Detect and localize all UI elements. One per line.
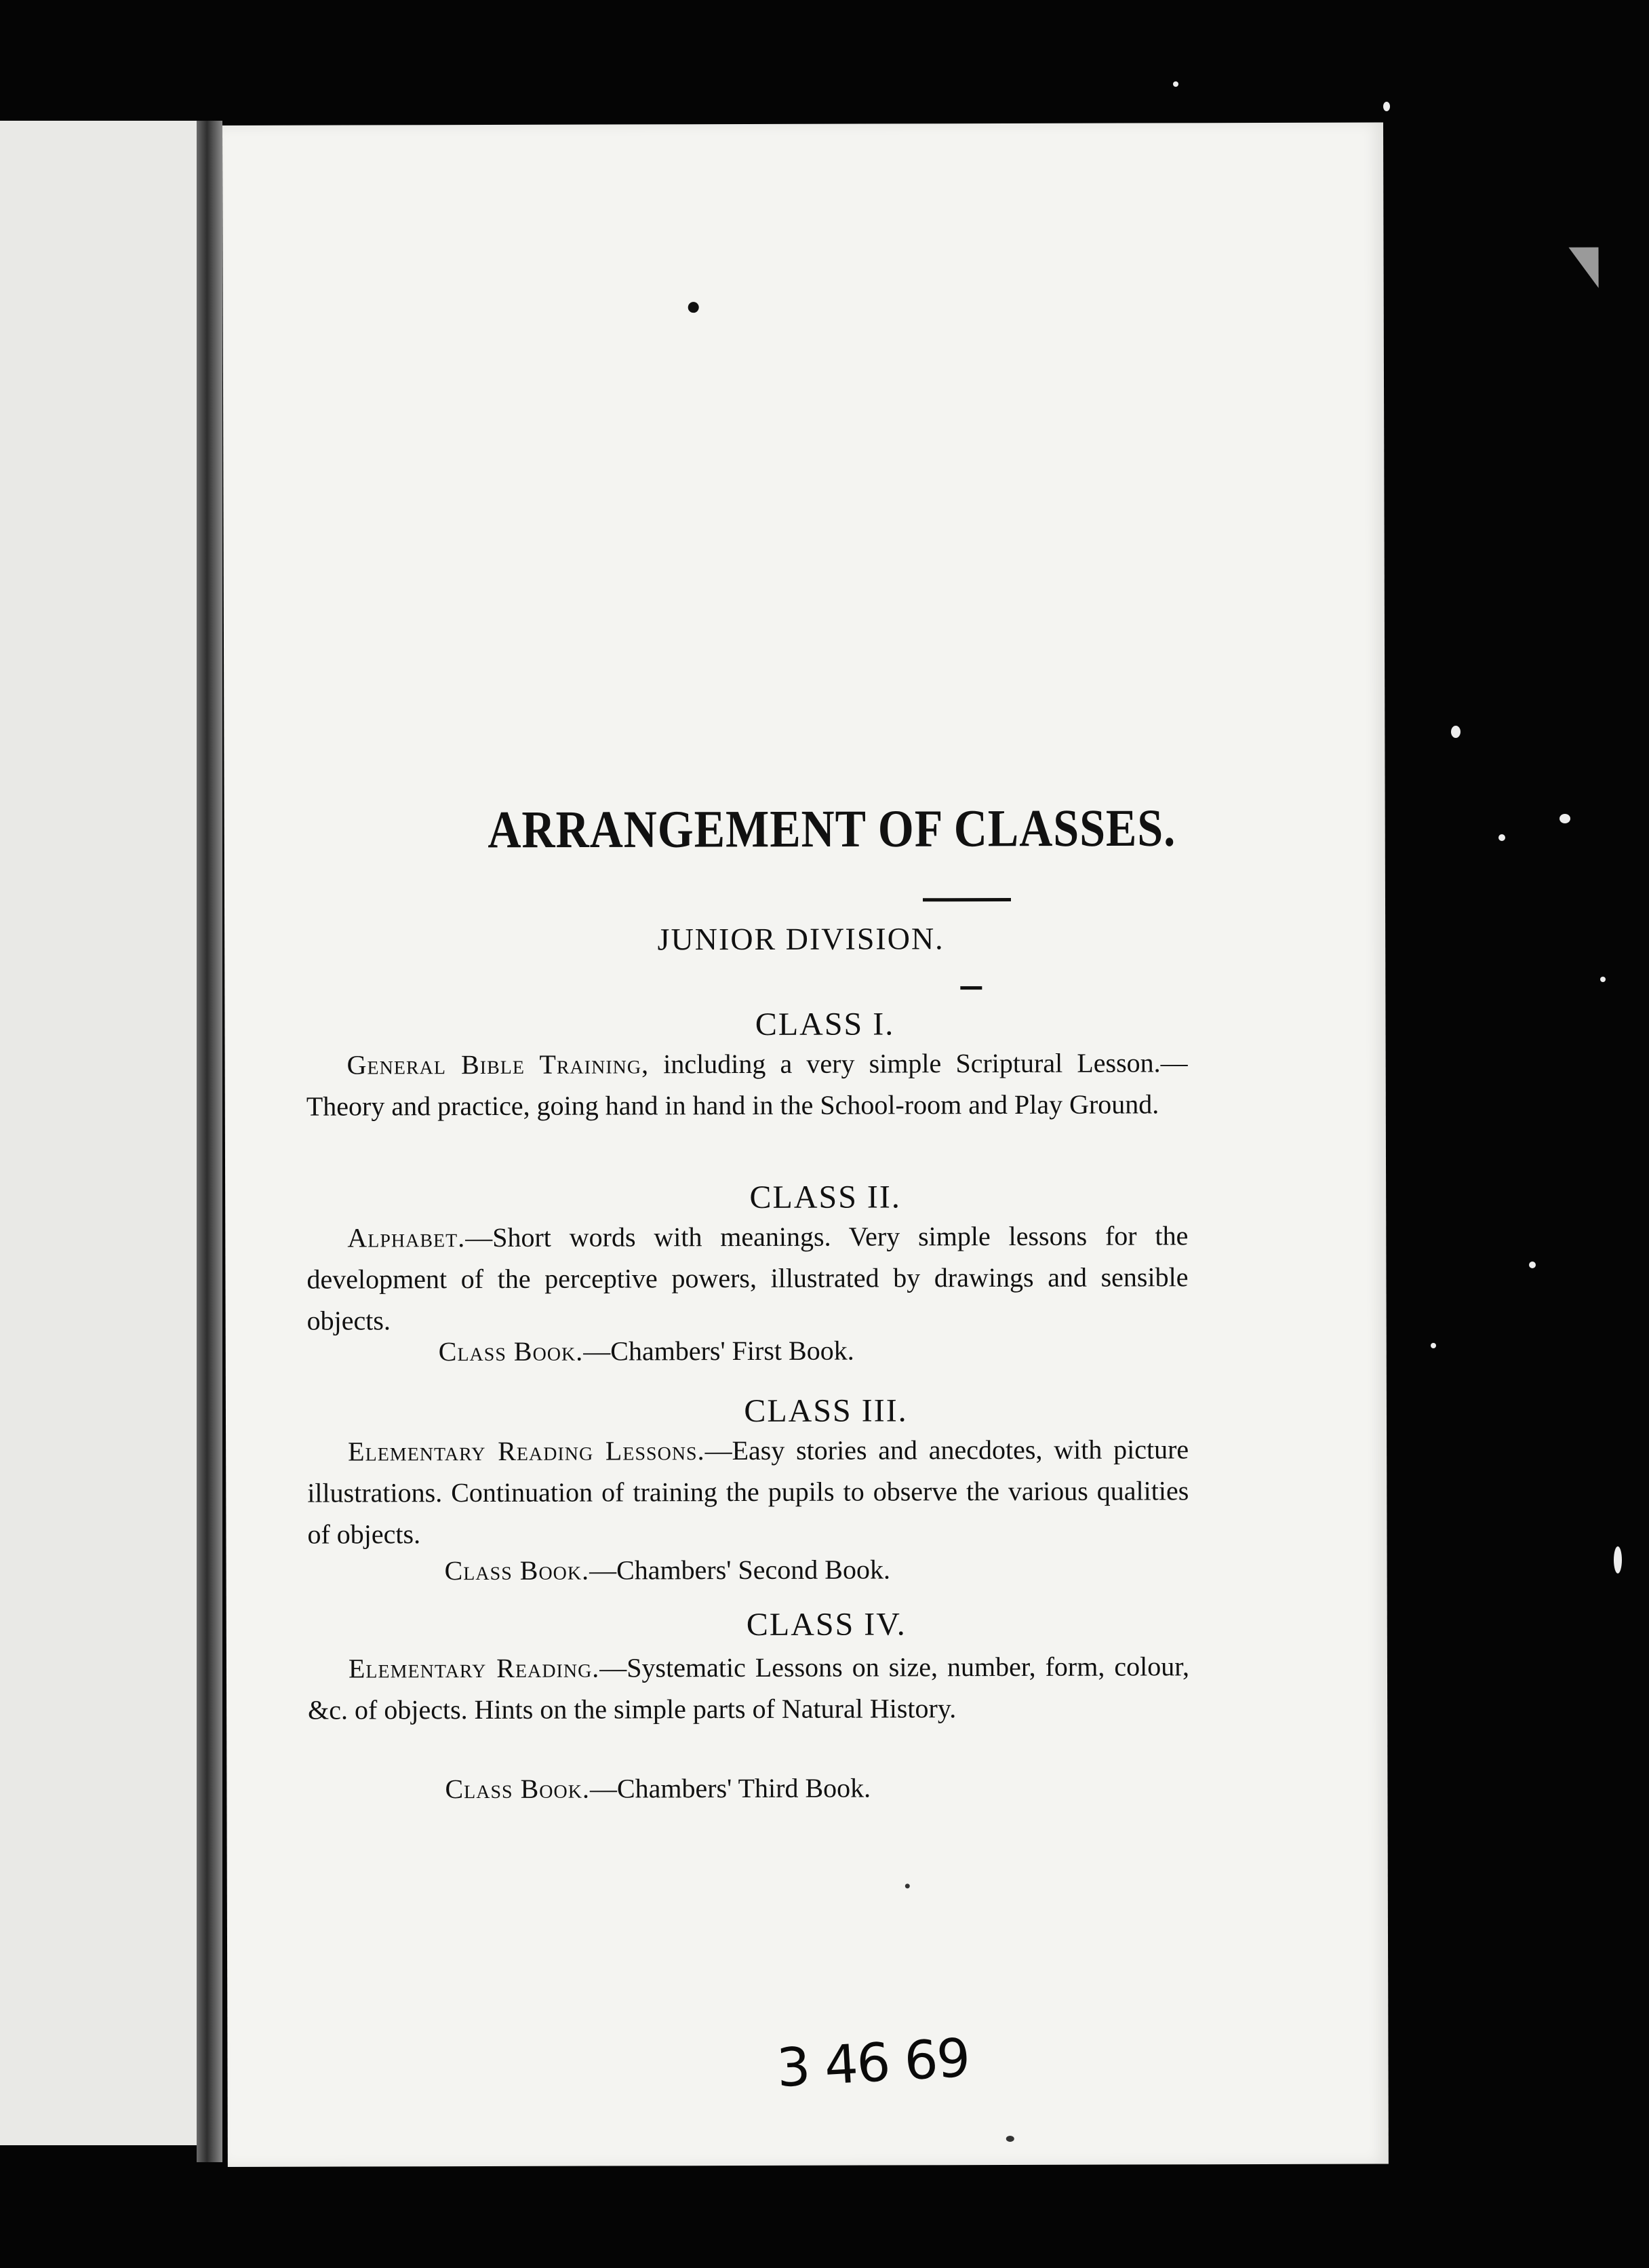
dust-speck [1431, 1343, 1436, 1348]
ink-mark [688, 302, 699, 313]
ink-speck [905, 1883, 910, 1888]
class-2-description [306, 1215, 1188, 1341]
bleed-through-text [298, 353, 1262, 401]
class-3-book [445, 1553, 890, 1586]
facing-page-edge [0, 121, 203, 2145]
class-3-lead: Elementary Reading Lessons. [348, 1435, 705, 1467]
book-spine [197, 121, 222, 2162]
class-2-book-label: Class Book. [438, 1335, 584, 1367]
class-4-description [308, 1645, 1189, 1730]
class-2-title: CLASS II. [749, 1179, 901, 1215]
class-1-title: CLASS I. [755, 1006, 895, 1042]
class-2-lead: Alphabet. [347, 1222, 466, 1253]
class-2-book-text: —Chambers' First Book. [583, 1335, 854, 1367]
handwritten-number: 3 46 69 [775, 2027, 971, 2100]
class-4-text: —Systematic Lessons on size, number, form, colour, &c. of objects. Hints on the simple parts of Natural History. [308, 1651, 1190, 1725]
dust-speck [1600, 977, 1606, 982]
dust-speck [1498, 834, 1505, 841]
folded-corner [1568, 248, 1598, 288]
dust-speck [1383, 102, 1390, 111]
dust-speck [1529, 1262, 1536, 1268]
dust-speck [1614, 1546, 1622, 1573]
class-1-description [306, 1042, 1188, 1127]
class-1-text: including a very simple Scriptural Lesson.—Theory and practice, going hand in hand in the School-room and Play Ground. [306, 1047, 1188, 1122]
class-4-book-label: Class Book. [445, 1773, 590, 1805]
dust-speck [1451, 726, 1461, 738]
ink-speck [1006, 2136, 1014, 2142]
class-3-text: —Easy stories and anecdotes, with picture illustrations. Continuation of training the pupils to observe the various qualities of objects. [307, 1434, 1189, 1550]
page-heading: ARRANGEMENT OF CLASSES. [488, 798, 1176, 859]
class-4-title: CLASS IV. [746, 1606, 907, 1643]
dust-speck [1173, 81, 1178, 87]
class-4-book [445, 1772, 871, 1805]
class-4-lead: Elementary Reading. [348, 1652, 600, 1684]
division-rule [960, 986, 982, 990]
dust-speck [1559, 814, 1570, 823]
heading-rule [923, 898, 1011, 901]
document-page [222, 123, 1389, 2167]
class-2-text: —Short words with meanings. Very simple lessons for the development of the perceptive powers, illustrated by drawings and sensible objects. [306, 1220, 1189, 1336]
class-3-description [307, 1428, 1189, 1555]
class-3-book-text: —Chambers' Second Book. [589, 1554, 890, 1586]
division-title: JUNIOR DIVISION. [657, 921, 945, 957]
class-2-book [439, 1335, 854, 1368]
class-1-lead: General Bible Training, [346, 1049, 650, 1080]
class-4-book-text: —Chambers' Third Book. [589, 1772, 871, 1804]
class-3-title: CLASS III. [744, 1392, 908, 1429]
class-3-book-label: Class Book. [444, 1555, 590, 1586]
